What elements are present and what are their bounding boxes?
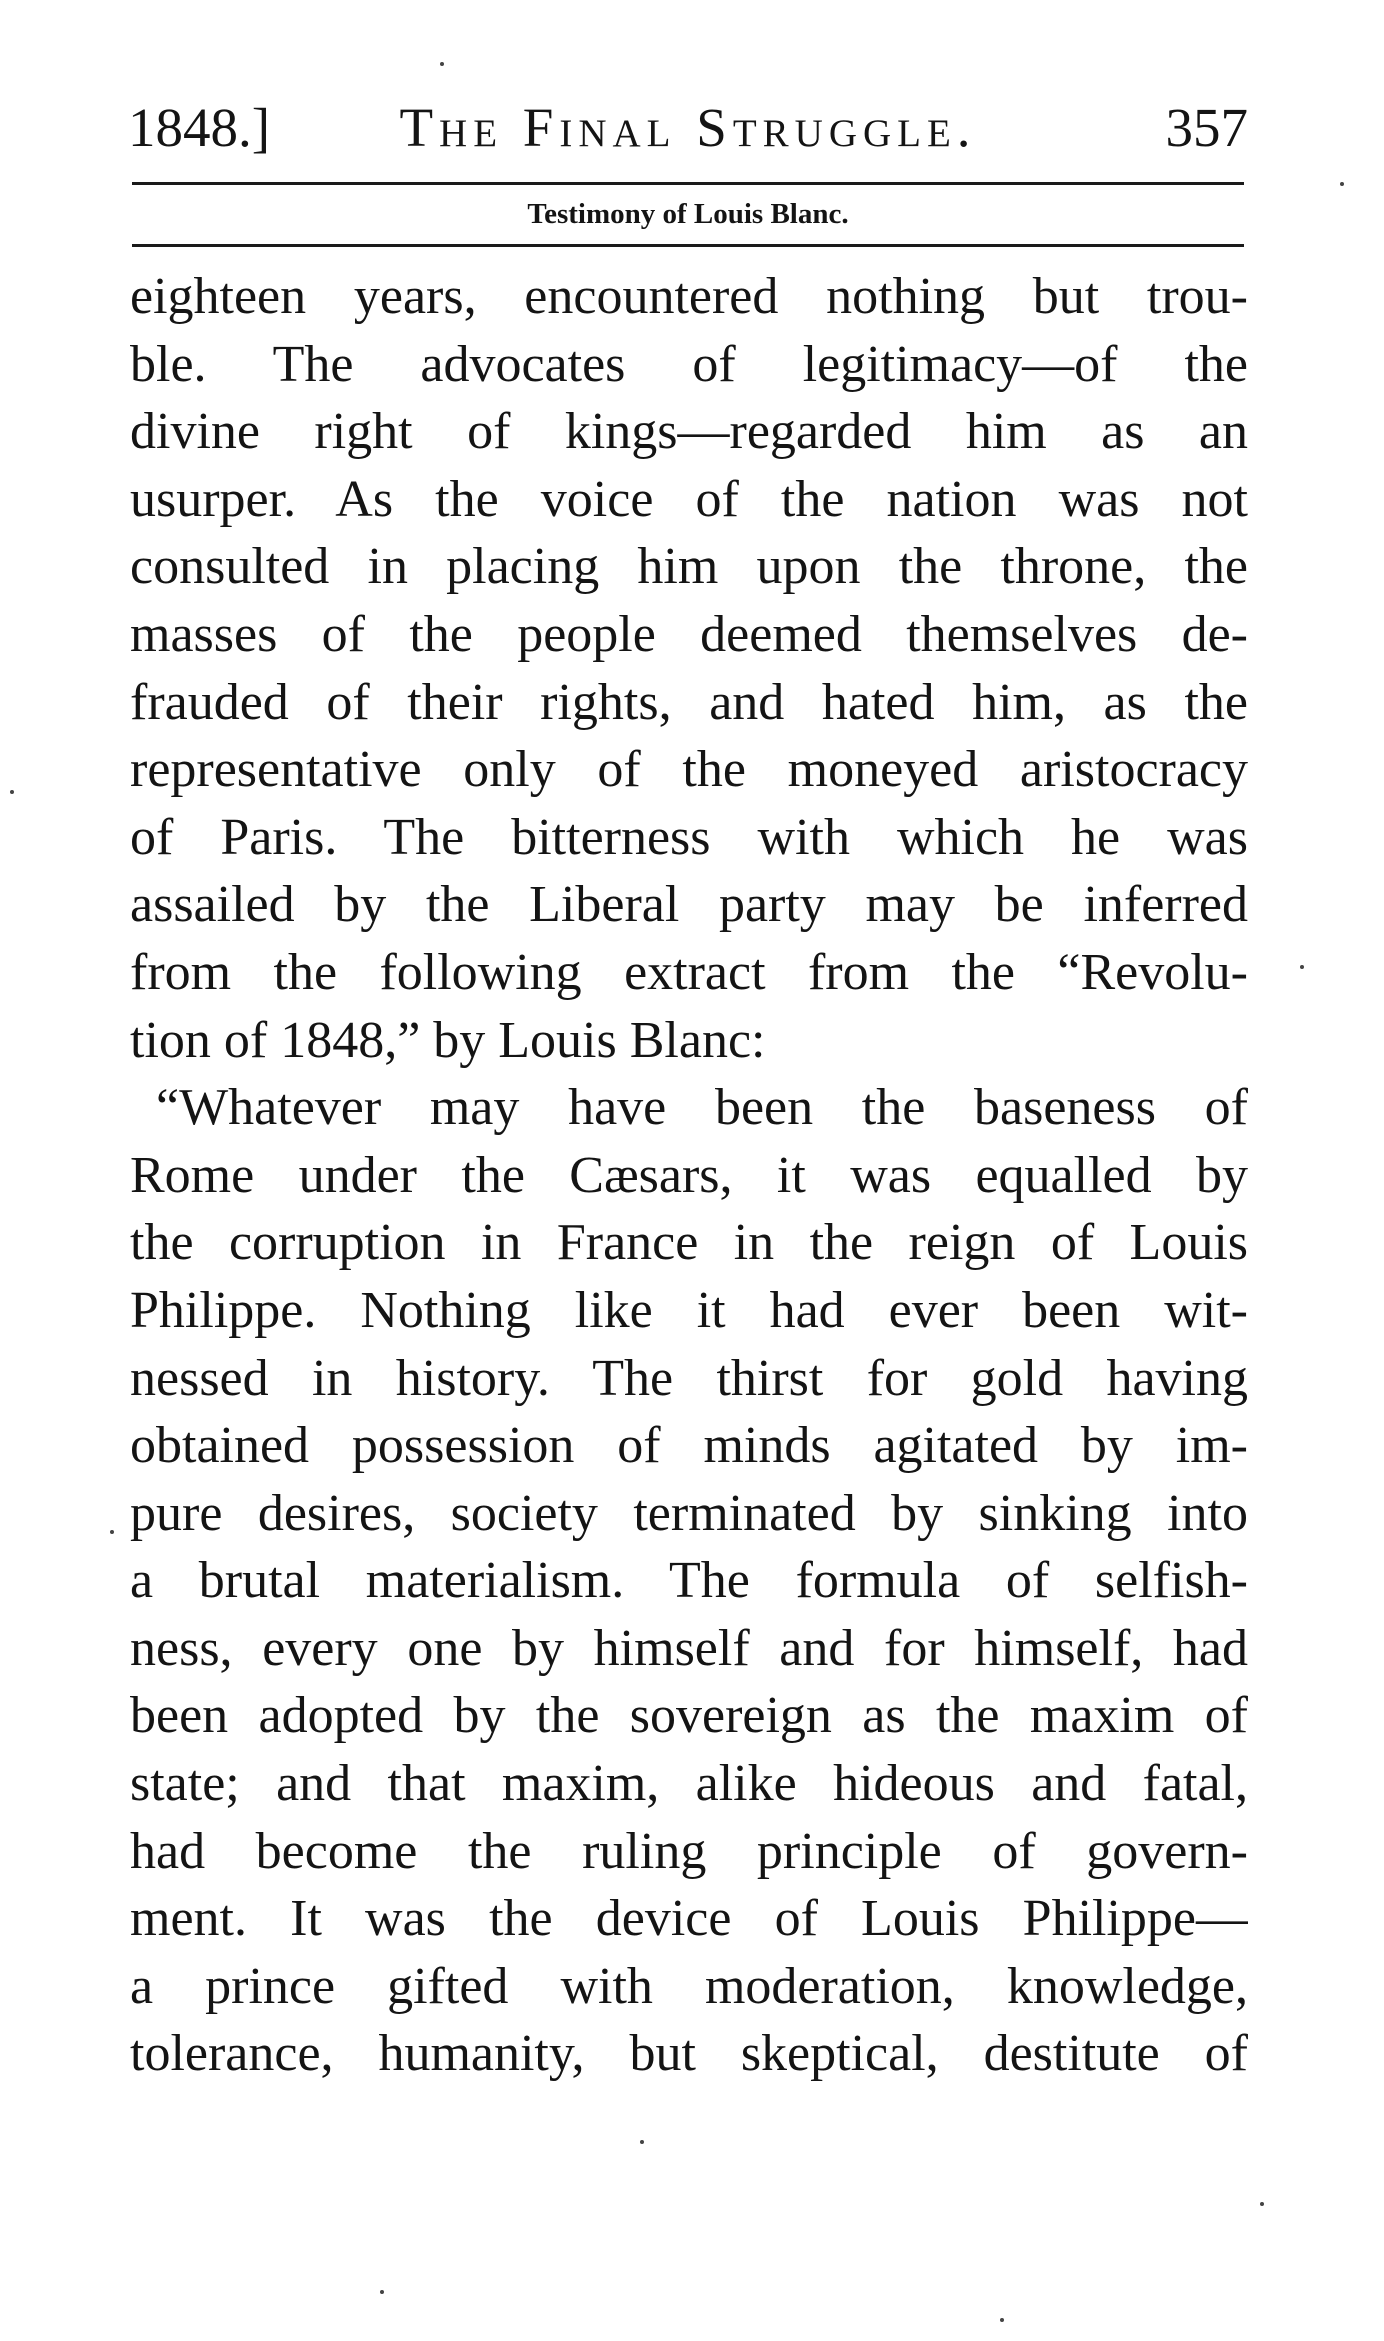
text-line: assailed by the Liberal party may be inferred <box>130 876 1248 934</box>
text-line: a brutal materialism. The formula of selfish- <box>130 1552 1248 1610</box>
body-text <box>130 263 1248 2088</box>
print-speck <box>1000 2318 1004 2322</box>
text-line: consulted in placing him upon the throne, the <box>130 538 1248 596</box>
text-line: eighteen years, encountered nothing but trou- <box>130 268 1248 325</box>
print-speck <box>1300 965 1304 969</box>
text-line: “Whatever may have been the baseness of <box>156 1079 1248 1137</box>
text-line: from the following extract from the “Revolu- <box>130 943 1248 1001</box>
section-subheading: Testimony of Louis Blanc. <box>527 198 849 230</box>
text-line: been adopted by the sovereign as the maxim of <box>130 1687 1248 1745</box>
running-head <box>128 88 1248 168</box>
text-line: masses of the people deemed themselves de- <box>130 605 1248 663</box>
text-line: tion of 1848,” by Louis Blanc: <box>130 1011 766 1069</box>
text-line: of Paris. The bitterness with which he was <box>130 808 1248 866</box>
text-line: the corruption in France in the reign of Louis <box>130 1214 1248 1272</box>
text-line: Philippe. Nothing like it had ever been wit- <box>130 1281 1248 1339</box>
text-line: nessed in history. The thirst for gold having <box>130 1349 1248 1407</box>
text-line: ble. The advocates of legitimacy—of the <box>130 335 1248 393</box>
text-line: had become the ruling principle of govern- <box>130 1822 1248 1880</box>
text-line: Rome under the Cæsars, it was equalled by <box>130 1146 1248 1204</box>
text-line: obtained possession of minds agitated by im- <box>130 1417 1248 1475</box>
print-speck <box>1340 182 1344 186</box>
print-speck <box>110 1530 114 1534</box>
print-speck <box>380 2290 384 2294</box>
page-number: 357 <box>1165 97 1248 158</box>
print-speck <box>10 790 14 794</box>
text-line: ness, every one by himself and for himself, had <box>130 1619 1248 1677</box>
text-line: frauded of their rights, and hated him, as the <box>130 673 1248 731</box>
header-rule-bottom <box>132 244 1244 247</box>
chapter-year: 1848.] <box>128 97 271 158</box>
text-line: state; and that maxim, alike hideous and fatal, <box>130 1755 1248 1813</box>
print-speck <box>640 2140 644 2144</box>
text-line: pure desires, society terminated by sinking into <box>130 1484 1248 1542</box>
chapter-title: The Final Struggle. <box>399 97 977 158</box>
text-line: divine right of kings—regarded him as an <box>130 403 1248 461</box>
text-line: ment. It was the device of Louis Philippe— <box>130 1890 1248 1948</box>
text-line: a prince gifted with moderation, knowledge, <box>130 1957 1248 2015</box>
text-line: usurper. As the voice of the nation was not <box>130 470 1248 528</box>
header-rule-top <box>132 182 1244 185</box>
print-speck <box>1260 2202 1264 2206</box>
text-line: tolerance, humanity, but skeptical, destitute of <box>130 2025 1248 2083</box>
print-speck <box>440 62 444 66</box>
text-line: representative only of the moneyed aristocracy <box>130 741 1248 799</box>
